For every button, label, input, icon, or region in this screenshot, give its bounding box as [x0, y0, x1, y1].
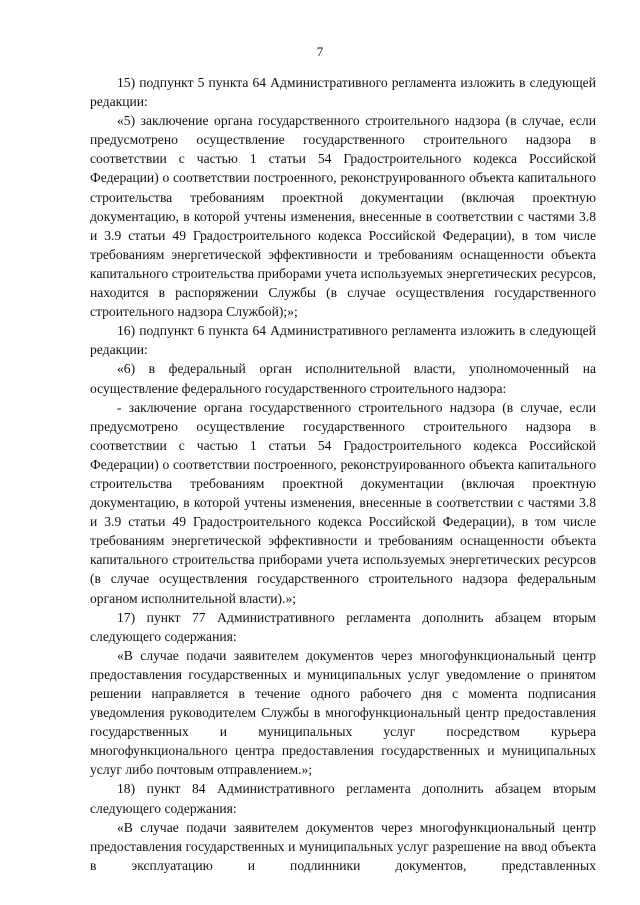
paragraph-18-text: «В случае подачи заявителем документов через многофункциональный центр предоставления государственных и муниципальных услуг разрешение на ввод объекта в эксплуатацию и подлинники документов, представленных	[90, 819, 596, 873]
document-body	[90, 73, 596, 875]
paragraph-15-heading: 15) подпункт 5 пункта 64 Административного регламента изложить в следующей редакции:	[90, 75, 596, 110]
paragraph-16-intro: «6) в федеральный орган исполнительной власти, уполномоченный на осуществление федерального государственного строительного надзора:	[90, 361, 596, 396]
paragraph-16-heading: 16) подпункт 6 пункта 64 Административного регламента изложить в следующей редакции:	[90, 323, 596, 358]
paragraph-18-heading: 18) пункт 84 Административного регламента дополнить абзацем вторым следующего содержания:	[90, 781, 596, 816]
paragraph-16-text: - заключение органа государственного строительного надзора (в случае, если предусмотрено осуществление государственного строительного надзора в соответствии с частью 1 статьи 54 Градостроительного кодекса Российской Федерации) о соответствии построенного, реконструированного объекта капитального строительства требованиям проектной документации (включая проектную документацию, в которой учтены изменения, внесенные в соответствии с частями 3.8 и 3.9 статьи 49 Градостроительного кодекса Российской Федерации), в том числе требованиям энергетической эффективности и требованиям оснащенности объекта капитального строительства приборами учета используемых энергетических ресурсов (в случае осуществления государственного строительного надзора федеральным органом исполнительной власти).»;	[90, 399, 596, 606]
page-number: 7	[316, 44, 324, 59]
paragraph-15-text: «5) заключение органа государственного строительного надзора (в случае, если предусмотрено осуществление государственного строительного надзора в соответствии с частью 1 статьи 54 Градостроительного кодекса Российской Федерации) о соответствии построенного, реконструированного объекта капитального строительства требованиям проектной документации (включая проектную документацию, в которой учтены изменения, внесенные в соответствии с частями 3.8 и 3.9 статьи 49 Градостроительного кодекса Российской Федерации), в том числе требованиям энергетической эффективности и требованиям оснащенности объекта капитального строительства приборами учета используемых энергетических ресурсов, находится в распоряжении Службы (в случае осуществления государственного строительного надзора Службой);»;	[90, 113, 596, 320]
paragraph-17-text: «В случае подачи заявителем документов через многофункциональный центр предоставления государственных и муниципальных услуг уведомление о принятом решении направляется в течение одного рабочего дня с момента подписания уведомления руководителем Службы в многофункциональный центр предоставления государственных и муниципальных услуг посредством курьера многофункционального центра предоставления государственных и муниципальных услуг либо почтовым отправлением.»;	[90, 647, 596, 778]
paragraph-17-heading: 17) пункт 77 Административного регламента дополнить абзацем вторым следующего содержания:	[90, 609, 596, 644]
